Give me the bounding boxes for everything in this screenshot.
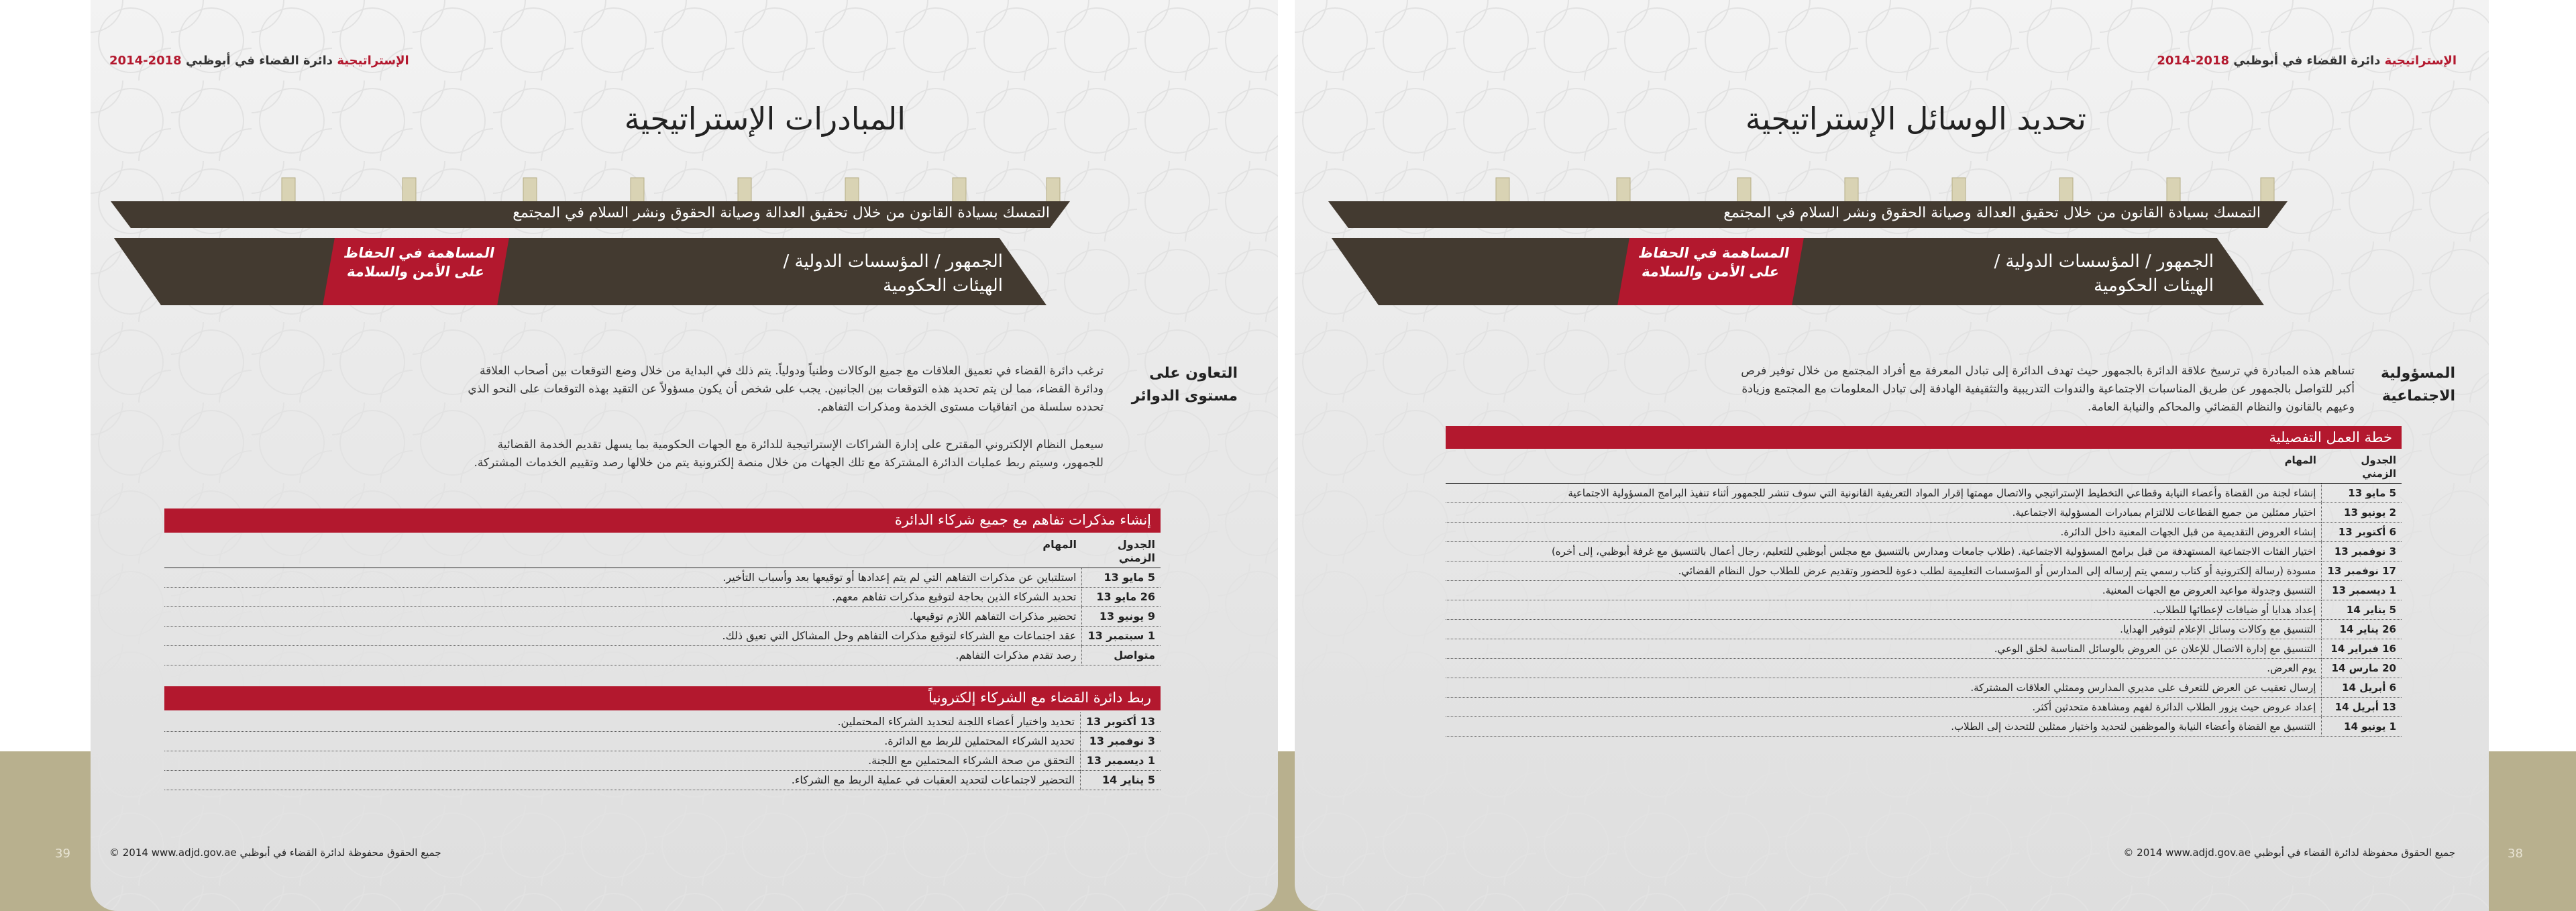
side-label-line-2: مستوى الدوائر	[1131, 388, 1238, 405]
page-footer	[109, 847, 441, 859]
table-row	[1446, 561, 2402, 581]
table-row	[1446, 581, 2402, 600]
table-row	[164, 627, 1161, 646]
table-row	[164, 712, 1161, 732]
row-task: تحديد الشركاء المحتملين للربط مع الدائرة.	[164, 732, 1081, 751]
row-date: 13 أبريل 14	[2322, 698, 2402, 717]
page-header	[109, 54, 409, 68]
page-number-right: 38	[2508, 847, 2523, 861]
footer-website: www.adjd.gov.ae	[151, 847, 237, 859]
plan-table	[1446, 451, 2402, 737]
row-task: عقد اجتماعات مع الشركاء لتوقيع مذكرات التفاهم وحل المشاكل التي تعيق ذلك.	[164, 627, 1082, 646]
row-task: إعداد هدايا أو ضيافات لإعطائها للطلاب.	[1446, 600, 2322, 620]
mission-text: التمسك بسيادة القانون من خلال تحقيق العدالة وصيانة الحقوق ونشر السلام في المجتمع	[513, 205, 1050, 221]
mission-text: التمسك بسيادة القانون من خلال تحقيق العدالة وصيانة الحقوق ونشر السلام في المجتمع	[1723, 205, 2261, 221]
page-number-left: 39	[55, 847, 70, 861]
table-row	[1446, 698, 2402, 717]
paragraph: تساهم هذه المبادرة في ترسيخ علاقة الدائرة بالجمهور حيث تهدف الدائرة إلى تبادل المعرفة مع أفراد المجتمع من خلال توفير فرص أكبر للتواصل بالجمهور عن طريق المناسبات الاجتماعية والندوات التدريبية والتثقيفية الهادفة إلى تبادل المعلومات مع المجتمع وزيادة وعيهم بالقانون والنظام القضائي والمحاكم والنيابة العامة.	[1741, 364, 2355, 414]
paragraph-2: سيعمل النظام الإلكتروني المقترح على إدارة الشراكات الإستراتيجية للدائرة مع الجهات الحكومية بما يسهل تقديم الخدمة القضائية للجمهور، وسيتم ربط عمليات الدائرة المشتركة مع تلك الجهات من خلال منصة إلكترونية يتم من خلالها رصد وتقييم الخدمات المشتركة.	[474, 438, 1104, 470]
badge-line-1: المساهمة في الحفاظ	[342, 245, 496, 261]
header-years: 2014-2018	[109, 54, 182, 68]
goal-badge	[1617, 238, 1804, 305]
table-row	[164, 646, 1161, 665]
paragraph-1: ترغب دائرة القضاء في تعميق العلاقات مع جميع الوكالات وطنياً ودولياً. يتم ذلك في البداية من خلال وضع التوقعات بين أصحاب العلاقة ودائرة القضاء، مما لن يتم تحديد هذه التوقعات بين الجانبين. يجب على شخص أن يكون مسؤولاً عن التقيد بهذه التوقعات على النحو الذي تحدده سلسلة من اتفاقيات مستوى الخدمة ومذكرات التفاهم.	[468, 364, 1104, 414]
section-1-table	[164, 535, 1161, 665]
table-row	[164, 588, 1161, 607]
row-date: 26 يناير 14	[2322, 620, 2402, 639]
ribbon-blocks	[201, 171, 1127, 205]
table-row	[1446, 600, 2402, 620]
header-org: دائرة القضاء في أبوظبي	[185, 54, 333, 68]
badge-line-2: على الأمن والسلامة	[345, 264, 486, 280]
badge-line-2: على الأمن والسلامة	[1640, 264, 1781, 280]
table-row	[164, 771, 1161, 790]
row-task: اختيار الفئات الاجتماعية المستهدفة من قبل برامج المسؤولية الاجتماعية. (طلاب جامعات ومدارس بالتنسيق مع مجلس أبوظبي للتعليم، رجال أعمال بالتنسيق مع غرفة أبوظبي، إلى أخره)	[1446, 542, 2322, 561]
row-task: تحديد واختيار أعضاء اللجنة لتحديد الشركاء المحتملين.	[164, 712, 1081, 732]
header-years: 2014-2018	[2157, 54, 2229, 68]
row-task: التحقق من صحة الشركاء المحتملين مع اللجنة.	[164, 751, 1081, 771]
page-header	[2157, 54, 2457, 68]
olive-right-bottom	[2489, 751, 2576, 911]
row-task: التنسيق وجدولة مواعيد العروض مع الجهات المعنية.	[1446, 581, 2322, 600]
row-date: 17 نوفمبر 13	[2322, 561, 2402, 581]
table-row	[164, 732, 1161, 751]
right-page	[1295, 0, 2489, 911]
table-row	[1446, 523, 2402, 542]
header-strategy: الإستراتيجية	[2384, 54, 2457, 68]
row-date: 1 يونيو 14	[2322, 717, 2402, 737]
table-row	[164, 568, 1161, 588]
row-date: 1 ديسمبر 13	[2322, 581, 2402, 600]
row-date: متواصل	[1082, 646, 1161, 665]
header-org: دائرة القضاء في أبوظبي	[2233, 54, 2381, 68]
table-row	[1446, 503, 2402, 523]
row-date: 5 يناير 14	[2322, 600, 2402, 620]
row-date: 6 أبريل 14	[2322, 678, 2402, 698]
audience-line-1: الجمهور / المؤسسات الدولية /	[783, 252, 1003, 272]
side-label-line-1: التعاون على	[1149, 365, 1238, 382]
row-date: 16 فبراير 14	[2322, 639, 2402, 659]
page-footer	[2123, 847, 2455, 859]
ribbon-blocks	[1415, 171, 2341, 205]
row-task: التحضير لاجتماعات لتحديد العقبات في عملية الربط مع الشركاء.	[164, 771, 1081, 790]
audience-line-2: الهيئات الحكومية	[883, 276, 1003, 296]
footer-copyright: جميع الحقوق محفوظة لدائرة القضاء في أبوظبي	[2253, 847, 2455, 859]
side-label	[1104, 362, 1238, 408]
row-date: 1 سبتمبر 13	[1082, 627, 1161, 646]
footer-website: www.adjd.gov.ae	[2165, 847, 2251, 859]
row-date: 3 نوفمبر 13	[2322, 542, 2402, 561]
row-date: 13 أكتوبر 13	[1081, 712, 1161, 732]
col-date-header: الجدول الزمني	[2322, 451, 2402, 484]
header-strategy: الإستراتيجية	[337, 54, 409, 68]
table-row	[164, 607, 1161, 627]
table-row	[1446, 484, 2402, 503]
row-task: إنشاء لجنة من القضاة وأعضاء النيابة وقطاعي التخطيط الإستراتيجي والاتصال مهمتها إقرار المواد التعريفية القانونية التي سوف تنشر للجمهور أثناء تنفيذ البرامج المسؤولية الاجتماعية	[1446, 484, 2322, 503]
row-date: 3 نوفمبر 13	[1081, 732, 1161, 751]
table-row	[1446, 542, 2402, 561]
section-1-title-bar: إنشاء مذكرات تفاهم مع جميع شركاء الدائرة	[164, 508, 1161, 533]
olive-left-bottom	[0, 751, 91, 911]
row-date: 5 مايو 13	[2322, 484, 2402, 503]
table-row	[1446, 639, 2402, 659]
col-date-header: الجدول الزمني	[1082, 535, 1161, 568]
row-task: إرسال تعقيب عن العرض للتعرف على مديري المدارس وممثلي العلاقات المشتركة.	[1446, 678, 2322, 698]
plan-header-row	[1446, 451, 2402, 484]
side-label: المسؤولية الاجتماعية	[2381, 365, 2455, 405]
goal-badge	[323, 238, 509, 305]
row-task: رصد تقدم مذكرات التفاهم.	[164, 646, 1082, 665]
row-date: 1 ديسمبر 13	[1081, 751, 1161, 771]
plan-title-bar: خطة العمل التفصيلية	[1446, 426, 2402, 449]
footer-year: © 2014	[109, 847, 148, 859]
left-page	[91, 0, 1278, 911]
section-2-table	[164, 712, 1161, 790]
section-1-header-row	[164, 535, 1161, 568]
table-row	[1446, 659, 2402, 678]
section-2-title-bar: ربط دائرة القضاء مع الشركاء إلكترونياً	[164, 686, 1161, 710]
row-date: 26 مايو 13	[1082, 588, 1161, 607]
footer-year: © 2014	[2123, 847, 2163, 859]
footer-copyright: جميع الحقوق محفوظة لدائرة القضاء في أبوظبي	[239, 847, 441, 859]
row-task: اختيار ممثلين من جميع القطاعات للالتزام بمبادرات المسؤولية الاجتماعية.	[1446, 503, 2322, 523]
audience-text	[1994, 250, 2214, 298]
audience-text	[783, 250, 1003, 298]
col-task-header: المهام	[1446, 451, 2322, 484]
row-task: التنسيق مع إدارة الاتصال للإعلان عن العروض بالوسائل المناسبة لخلق الوعي.	[1446, 639, 2322, 659]
col-task-header: المهام	[164, 535, 1082, 568]
table-row	[1446, 678, 2402, 698]
row-task: يوم العرض.	[1446, 659, 2322, 678]
row-task: التنسيق مع القضاة وأعضاء النيابة والموظفين لتحديد واختيار ممثلين للتحدث إلى الطلاب.	[1446, 717, 2322, 737]
row-task: تحضير مذكرات التفاهم اللازم توقيعها.	[164, 607, 1082, 627]
row-task: تحديد الشركاء الذين بحاجة لتوقيع مذكرات تفاهم معهم.	[164, 588, 1082, 607]
page-title: تحديد الوسائل الإستراتيجية	[1745, 101, 2086, 137]
page-title: المبادرات الإستراتيجية	[624, 101, 906, 137]
row-date: 20 مارس 14	[2322, 659, 2402, 678]
audience-line-1: الجمهور / المؤسسات الدولية /	[1994, 252, 2214, 272]
row-date: 6 أكتوبر 13	[2322, 523, 2402, 542]
row-date: 5 يناير 14	[1081, 771, 1161, 790]
row-task: استلتباين عن مذكرات التفاهم التي لم يتم إعدادها أو توقيعها بعد وأسباب التأخير.	[164, 568, 1082, 588]
row-task: إعداد عروض حيث يزور الطلاب الدائرة لفهم ومشاهدة متحدثين أكثر.	[1446, 698, 2322, 717]
row-date: 2 يونيو 13	[2322, 503, 2402, 523]
row-task: مسودة (رسالة إلكترونية أو كتاب رسمي يتم إرساله إلى المدارس أو المؤسسات التعليمية لطلب دعوة للحضور وتقديم عرض للطلاب حول النظام القضائي.	[1446, 561, 2322, 581]
row-date: 5 مايو 13	[1082, 568, 1161, 588]
audience-line-2: الهيئات الحكومية	[2094, 276, 2214, 296]
row-task: إنشاء العروض التقديمية من قبل الجهات المعنية داخل الدائرة.	[1446, 523, 2322, 542]
table-row	[1446, 717, 2402, 737]
table-row	[164, 751, 1161, 771]
row-date: 9 يونيو 13	[1082, 607, 1161, 627]
table-row	[1446, 620, 2402, 639]
row-task: التنسيق مع وكالات وسائل الإعلام لتوفير الهدايا.	[1446, 620, 2322, 639]
badge-line-1: المساهمة في الحفاظ	[1637, 245, 1791, 261]
